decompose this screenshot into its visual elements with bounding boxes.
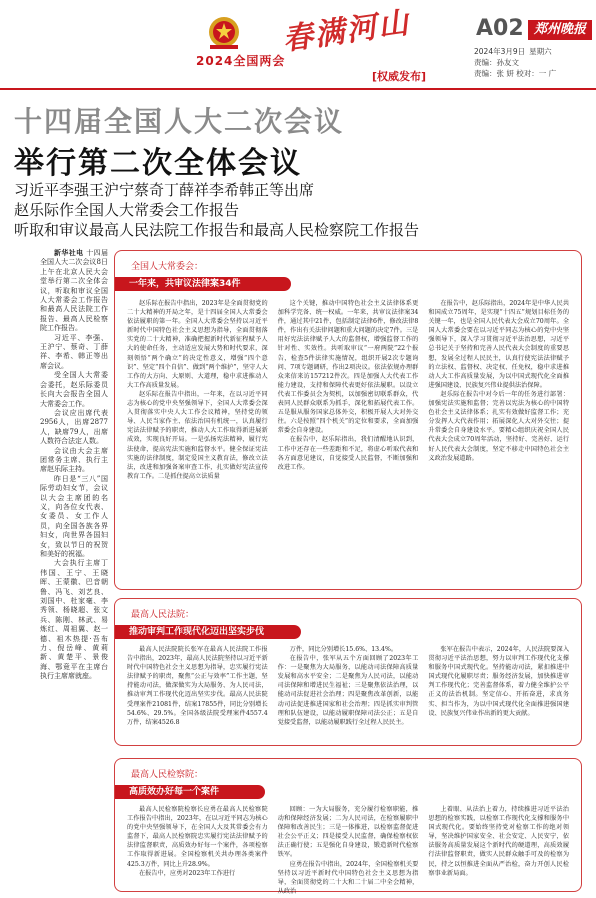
text-column (278, 645, 419, 741)
lead-paragraph: 大会执行主席丁伟国、王宁、王晓晖、王蒙徽、巴音朝鲁、冯飞、刘艺良、刘国中、杜家毫、李秀领、杨晓超、张文兵、陈刚、林武、易炼红、周祖翼、赵一德、祖木热提·吾布力、倪岳峰、黄莉新、黄楚平、景俊海、鄂竟平在主席台执行主席席就座。 (40, 559, 108, 681)
text-column (127, 805, 268, 889)
issue-weekday: 星期六 (529, 47, 552, 56)
text-column (428, 645, 569, 741)
section-npc-standing-committee (114, 250, 582, 590)
body-paragraph: 最高人民法院院长张军在最高人民法院工作报告中指出，2023年，最高人民法院坚持以习近平新时代中国特色社会主义思想为指导，忠实履行宪法法律赋予的职责，聚焦“公正与效率”工作主题，坚持能动司法，做深做实为大局服务、为人民司法，推动审判工作现代化迈出坚实步伐。最高人民法院受理案件21081件，结案17855件，同比分别增长54.6%、29.5%。全国各级法院受理案件4557.4万件，结案4526.8 (127, 646, 268, 726)
headline-block (0, 96, 596, 239)
authority-tag: [权威发布] (372, 70, 427, 83)
section-banner: 高质效办好每一个案件 (115, 785, 265, 799)
body-paragraph: 回顾：一为大局服务，充分履行检察职能，推动和保障经济发展；二为人民司法，在检察履职中保障和改善民生；三是一体推进，以检察监督促进社会公平正义；四是接受人民监督，确保检察权依法正确行使；五是强化自身建设，锻造新时代检察铁军。 (277, 806, 419, 859)
editor-line: 责编：孙友文 (474, 58, 519, 67)
body-paragraph: 上着眼、从法治上着力，持续推进习近平法治思想的检察实践，以检察工作现代化支撑和服务中国式现代化。要始终坚持党对检察工作的绝对领导，坚决维护国家安全、社会安定、人民安宁，依法服务高质量发展这个新时代的硬道理，高质效履行法律监督职责，做实人民群众触手可及的检察为民，持之以恒推进全面从严治检，奋力开创人民检察事业新局面。 (428, 806, 570, 877)
proofreader-line: 责编：张 妍 校对：一 广 (474, 69, 557, 78)
national-emblem-icon (201, 14, 247, 52)
lead-column (40, 248, 108, 682)
section-title: 最高人民法院： (131, 610, 195, 620)
body-paragraph: 应勇在报告中指出，2024年，全国检察机关要坚持以习近平新时代中国特色社会主义思想为指导，全面贯彻党的二十大和二十届二中全会精神，从政治 (277, 860, 419, 895)
text-column (277, 805, 419, 895)
text-column (278, 299, 419, 585)
section-columns (127, 299, 569, 585)
body-paragraph: 在报告中，张军从五个方面回顾了2023年工作：一是聚焦为大局服务，以能动司法保障高质量发展和高水平安全；二是聚焦为人民司法，以能动司法保障和增进民生福祉；三是聚焦依法治理，以能动司法促进社会治理；四是聚焦改革创新，以能动司法促进推进国家和社会治理；四是抓实审判管理和队伍建设，以能动履职保障司法公正；五是自觉接受监督，以能动履职践行全过程人民民主。 (277, 655, 419, 726)
headline-sub-1: 习近平李强王沪宁蔡奇丁薛祥李希韩正等出席 (14, 181, 315, 199)
section-title: 最高人民检察院： (131, 770, 204, 780)
lead-paragraph: 习近平、李强、王沪宁、蔡奇、丁薛祥、李希、韩正等出席会议。 (40, 333, 108, 370)
text-column (127, 299, 268, 585)
section-banner: 推动审判工作现代化迈出坚实步伐 (115, 625, 301, 639)
body-paragraph: 万件，同比分别增长15.6%、13.4%。 (289, 646, 398, 653)
body-paragraph: 赵乐际在报告中指出，一年来，在以习近平同志为核心的党中央坚强领导下，全国人大常委会深入贯彻落实中央人大工作会议精神，坚持党的领导、人民当家作主、依法治国有机统一，认真履行宪法法律赋予的职责，推动人大工作取得新进展新成效，实现良好开局。一是弘扬宪法精神，履行宪法使命，提高宪法实施和监督水平。健全保证宪法实施的法律制度，制定爱国主义教育法，修改立法法，改进和加强备案审查工作，扎实做好宪法宣传教育工作。二是抓住提高立法质量 (127, 390, 268, 480)
body-paragraph: 赵乐际在报告中对今后一年的任务进行部署：加强宪法实施和监督；完善以宪法为核心的中国特色社会主义法律体系；扎实有效做好监督工作；充分发挥人大代表作用；拓展深化人大对外交往；提升常委会自身建设水平。要精心组织庆祝全国人民代表大会成立70周年活动，坚持好、完善好、运行好人民代表大会制度，坚定不移走中国特色社会主义政治发展道路。 (428, 390, 570, 462)
lead-paragraph: 受全国人大常委会委托，赵乐际委员长向大会报告全国人大常委会工作。 (40, 371, 108, 408)
body-paragraph: 这个关键，推动中国特色社会主义法律体系更加科学完备、统一权威。一年来，共审议法律案34件，通过其中21件，包括制定法律6件，修改法律8件，作出有关法律问题和重大问题的决定7件。三是用好宪法法律赋予人大的监督权，增强监督工作的针对性、实效性。共听取审议“一府两院”22个报告，检查5件法律实施情况，组织开展2次专题询问、7项专题调研，作出2项决议。依法依规办理群众来信来访157212件次。四是加强人大代表工作能力建设，支持和保障代表更好依法履职。以设立代表工作委员会为契机，以加强密切联系群众，代表同人民群众联系为抓手，深化和拓展代表工作。五是服从服务国家总体外交，积极开展人大对外交往。六是按照“四个机关”的定位和要求，全面加强常委会自身建设。 (277, 300, 419, 435)
lead-paragraph: 会议应出席代表2956人，出席2877人，缺席79人，出席人数符合法定人数。 (40, 408, 108, 446)
headline-main: 举行第二次全体会议 (14, 146, 302, 181)
section-columns (127, 805, 570, 895)
headline-kicker: 十四届全国人大二次会议 (14, 105, 345, 138)
section-supreme-court (114, 598, 582, 746)
headline-sub-2: 赵乐际作全国人大常委会工作报告 (14, 201, 240, 219)
body-paragraph: 在报告中，应勇对2023年工作进行 (139, 869, 236, 877)
body-paragraph: 在报告中，赵乐际指出，我们清醒地认识到，工作中还存在一些差距和不足，将虚心听取代表和各方面意见建议，自觉接受人民监督，不断加强和改进工作。 (277, 436, 419, 471)
section-title: 全国人大常委会： (131, 262, 204, 272)
body-paragraph: 最高人民检察院检察长应勇在最高人民检察院工作报告中指出，2023年，在以习近平同志为核心的党中央坚强领导下，在全国人大及其常委会有力监督下，最高人民检察院忠实履行宪法法律赋予的法律监督职责，高质效办好每一个案件，各项检察工作取得新进展。全国检察机关共办理各类案件425.3万件，同比上升28.9%。 (127, 806, 268, 868)
section-supreme-procuratorate (114, 758, 582, 895)
body-paragraph: 在报告中，赵乐际指出，2024年是中华人民共和国成立75周年，是实现“十四五”规划目标任务的关键一年，也是全国人民代表大会成立70周年。全国人大常委会要在以习近平同志为核心的党中央坚强领导下，深入学习贯彻习近平法治思想，习近平总书记关于坚持和完善人民代表大会制度的重要思想，发展全过程人民民主，认真行使宪法法律赋予的立法权、监督权、决定权、任免权，稳中求进推动人大工作高质量发展，为以中国式现代化全面推进强国建设、民族复兴伟业提供法治保障。 (428, 300, 570, 389)
masthead (0, 0, 596, 92)
text-column (127, 645, 268, 741)
lead-paragraph: 昨日是“三八”国际劳动妇女节，会议以大会主席团的名义，向各位女代表、女委员、女工作人员，向全国各族各界妇女，向世界各国妇女，致以节日的祝贺和美好的祝福。 (40, 474, 108, 558)
body-paragraph: 赵乐际在报告中指出，2023年是全面贯彻党的二十大精神的开局之年，是十四届全国人大常委会依法履职的第一年。全国人大常委会坚持以习近平新时代中国特色社会主义思想为指导，全面贯彻落实党的二十大精神，准确把握新时代新征程赋予人大的使命任务，主动适应发展大势和时代要求，深刻领悟“两个确立”的决定性意义，增强“四个意识”、坚定“四个自信”、做到“两个维护”，坚守人大工作的大方向、大原则、大道理，稳中求进推动人大工作高质量发展。 (127, 300, 268, 389)
body-paragraph: 张军在报告中表示，2024年，人民法院要深入贯彻习近平法治思想，努力以审判工作现代化支撑和服务中国式现代化。坚持能动司法，紧扣推进中国式现代化履职尽责；服务经济发展，加快推进审判工作现代化；完善监督体系，着力健全维护公平正义的法治机制。坚定信心、开拓奋进，求真务实、担当作为，为以中国式现代化全面推进强国建设、民族复兴伟业作出新的更大贡献。 (428, 646, 570, 717)
page-number: A02 (476, 16, 524, 41)
issue-date: 2024年3月9日 (474, 47, 526, 56)
headline-sub-3: 听取和审议最高人民法院工作报告和最高人民检察院工作报告 (14, 221, 420, 239)
lead-paragraph: 会议由大会主席团常务主席、执行主席赵乐际主持。 (40, 446, 108, 474)
art-title: 春满河山 (280, 5, 413, 58)
masthead-rule (0, 88, 596, 90)
text-column (428, 805, 569, 889)
dateline: 新华社电 (54, 248, 84, 257)
logo-text: 2024全国两会 (196, 54, 286, 68)
section-columns (127, 645, 569, 741)
paper-name: 郑州晚报 (528, 20, 592, 40)
issue-meta (474, 46, 556, 79)
section-banner: 一年来，共审议法律案34件 (115, 277, 291, 291)
text-column (428, 299, 569, 585)
lead-paragraph: 新华社电 十四届全国人大二次会议8日上午在北京人民大会堂举行第二次全体会议，听取和审议全国人大常委会工作报告和最高人民法院工作报告、最高人民检察院工作报告。 (40, 248, 109, 333)
